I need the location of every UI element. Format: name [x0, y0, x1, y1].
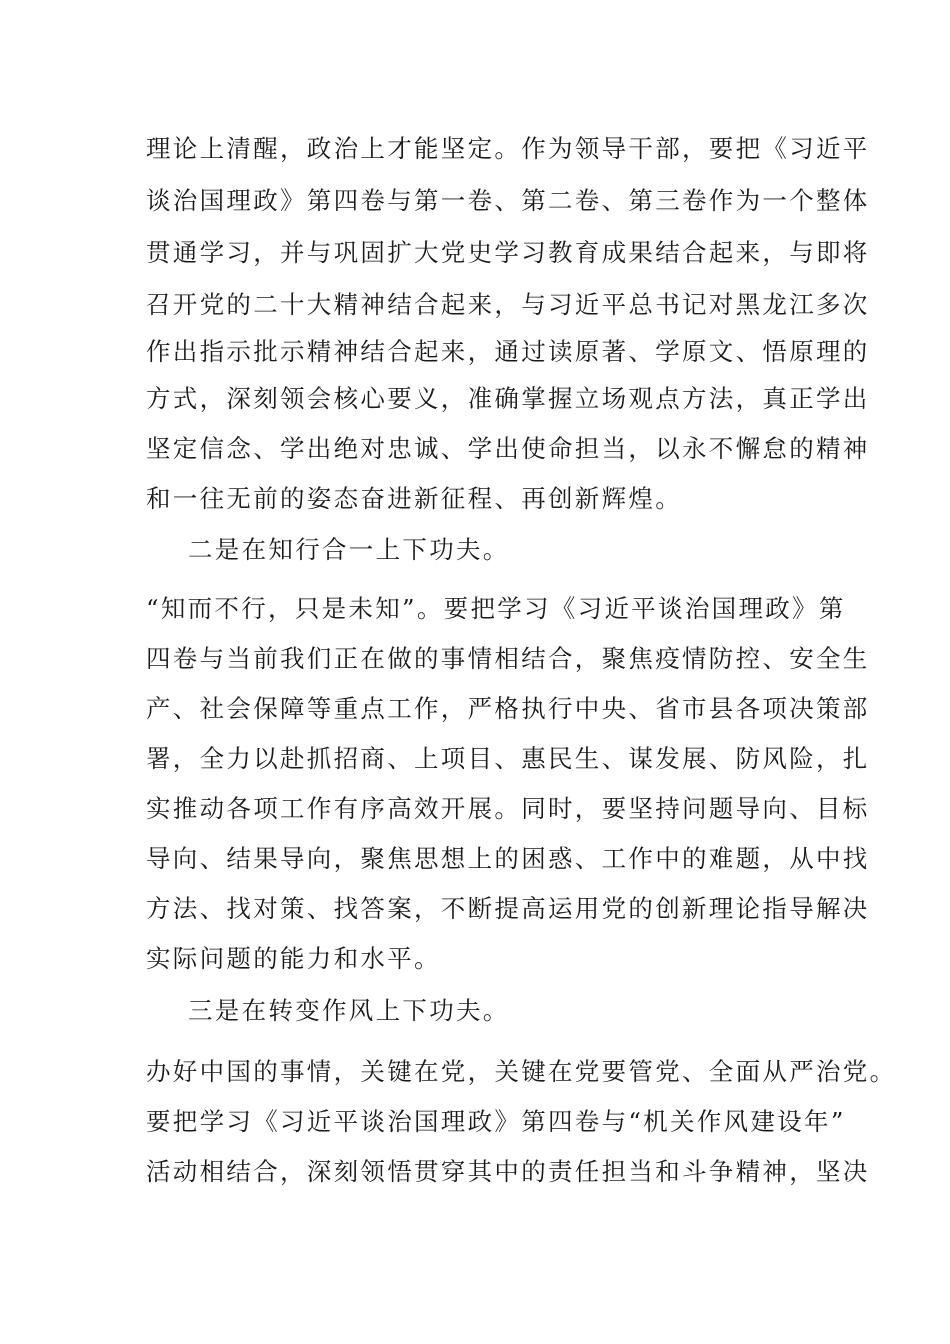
body-text-line: 方式，深刻领会核心要义，准确掌握立场观点方法，真正学出 — [146, 384, 870, 413]
body-text-line: 方法、找对策、找答案，不断提高运用党的创新理论指导解决 — [146, 894, 870, 923]
body-text-line: 坚定信念、学出绝对忠诚、学出使命担当，以永不懈怠的精神 — [146, 434, 870, 463]
body-text-line: 活动相结合，深刻领悟贯穿其中的责任担当和斗争精神，坚决 — [146, 1157, 870, 1186]
body-text-line: 召开党的二十大精神结合起来，与习近平总书记对黑龙江多次 — [146, 290, 870, 319]
body-text-line: 实推动各项工作有序高效开展。同时，要坚持问题导向、目标 — [146, 794, 870, 823]
body-text-line: 办好中国的事情，关键在党，关键在党要管党、全面从严治党。 — [146, 1057, 897, 1086]
body-text-line: 产、社会保障等重点工作，严格执行中央、省市县各项决策部 — [146, 694, 870, 723]
body-text-line: 四卷与当前我们正在做的事情相结合，聚焦疫情防控、安全生 — [146, 644, 870, 673]
body-text-line: 实际问题的能力和水平。 — [146, 944, 441, 973]
body-text-line: 贯通学习，并与巩固扩大党史学习教育成果结合起来，与即将 — [146, 238, 870, 267]
body-text-line: 和一往无前的姿态奋进新征程、再创新辉煌。 — [146, 484, 682, 513]
section-heading-2: 二是在知行合一上下功夫。 — [188, 535, 510, 564]
body-text-line: 理论上清醒，政治上才能坚定。作为领导干部，要把《习近平 — [146, 134, 870, 163]
body-text-line: 署，全力以赴抓招商、上项目、惠民生、谋发展、防风险，扎 — [146, 744, 870, 773]
body-text-line: 要把学习《习近平谈治国理政》第四卷与“机关作风建设年” — [146, 1107, 846, 1136]
body-text-line: “知而不行，只是未知”。要把学习《习近平谈治国理政》第 — [146, 594, 846, 623]
body-text-line: 导向、结果导向，聚焦思想上的困惑、工作中的难题，从中找 — [146, 844, 870, 873]
section-heading-3: 三是在转变作风上下功夫。 — [188, 996, 510, 1025]
body-text-line: 作出指示批示精神结合起来，通过读原著、学原文、悟原理的 — [146, 337, 870, 366]
body-text-line: 谈治国理政》第四卷与第一卷、第二卷、第三卷作为一个整体 — [146, 186, 870, 215]
